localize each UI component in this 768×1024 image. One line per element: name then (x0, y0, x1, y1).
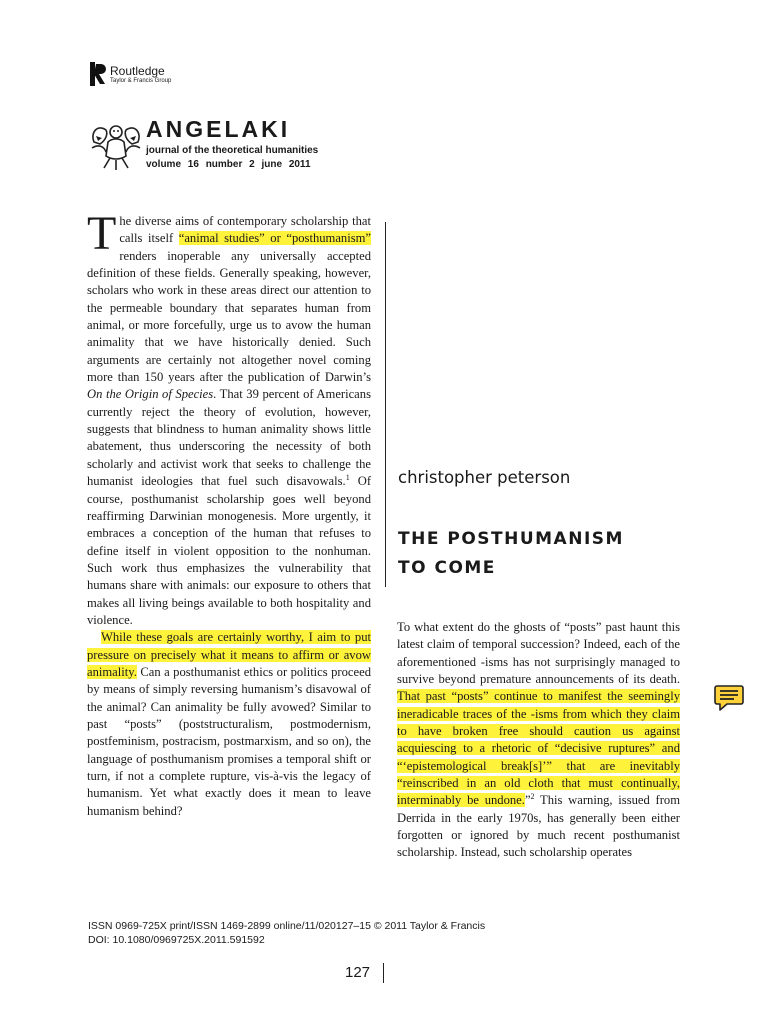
journal-title: ANGELAKI (146, 116, 291, 142)
paragraph-2 (87, 629, 371, 820)
text-run: ” (524, 793, 531, 808)
page-number: 127 (345, 964, 371, 981)
highlight[interactable]: “animal studies” or “posthumanism” (178, 231, 372, 246)
highlight[interactable]: That past “posts” continue to manifest the seemingly ineradicable traces of the -isms from which they claim to have broken free should caution us against acquiescing to a rhetoric of “decisive ruptures” and “‘epistemological break[s]’” that are inevitably “reinscribed in an old cloth that must continually, interminably be undone. (397, 689, 680, 808)
article-title-line: THE POSTHUMANISM (398, 529, 624, 549)
author-name: christopher peterson (398, 468, 571, 487)
angel-emblem-icon (88, 118, 144, 172)
page-number-rule (383, 963, 384, 983)
column-divider (385, 222, 386, 587)
book-title: On the Origin of Species (87, 387, 214, 402)
text-run: . That 39 percent of Americans currently reject the theory of evolution, however, suggests that blindness to human animality shows little abatement, thus underscoring the necessity of both scholarly and activist work that seeks to challenge the humanist ideologies that fuel such disavowals. (87, 387, 371, 489)
article-title-line: TO COME (398, 558, 496, 578)
right-column (397, 619, 680, 862)
text-run: Can a posthumanist ethics or politics proceed by means of simply reversing humanism’s disavowal of the animal? Can animality be fully avowed? Similar to past “posts” (poststructuralism, postmodernism, postfeminism, postracism, postmarxism, and so on), the language of posthumanism promises a temporal shift or turn, if not a complete rupture, vis-à-vis the legacy of humanism. Yet what exactly does it mean to leave humanism behind? (87, 664, 371, 818)
text-run: he diverse aims of contemporary scholarship that calls itself (119, 214, 371, 246)
routledge-logo-icon (90, 62, 106, 86)
publisher-subtitle: Taylor & Francis Group (110, 77, 172, 84)
left-column (87, 207, 372, 820)
paragraph-3 (397, 619, 680, 862)
comment-icon[interactable] (714, 684, 744, 712)
paragraph-1 (87, 207, 372, 629)
footnote-ref-1[interactable]: 1 (345, 472, 350, 482)
journal-subtitle: journal of the theoretical humanities (146, 145, 319, 156)
footer-doi: DOI: 10.1080/0969725X.2011.591592 (88, 934, 265, 946)
journal-issue: volume 16 number 2 june 2011 (146, 159, 311, 170)
text-run: To what extent do the ghosts of “posts” past haunt this latest claim of temporal succession? Indeed, each of the aforementioned -isms has not surprisingly managed to survive beyond premature announcements of its death. (397, 620, 680, 687)
article-title (398, 525, 624, 583)
text-run: renders inoperable any universally accepted definition of these fields. Generally speaking, however, scholars who work in these areas direct our attention to the permeable boundary that separates human from animal, or more forcefully, urge us to avow the human animality that we have historically denied. Such arguments are certainly not altogether novel coming more than 150 years after the publication of Darwin’s (87, 248, 371, 385)
drop-cap: T (87, 207, 117, 260)
publisher-name: Routledge (110, 63, 165, 78)
publisher-logo (90, 62, 171, 86)
text-run: This warning, issued from Derrida in the early 1970s, has generally been either forgotten or ignored by much recent posthumanist scholarship. Instead, such scholarship operates (397, 793, 681, 860)
highlight[interactable]: While these goals are certainly worthy, I aim to put pressure on precisely what it means to affirm or avow animality. (87, 630, 371, 679)
text-run: Of course, posthumanist scholarship goes well beyond reaffirming Darwinian monogenesis. More urgently, it embraces a conception of the human that refuses to define itself in violent opposition to the nonhuman. Such work thus emphasizes the vulnerability that humans share with animals: our exposure to others that makes all living beings available to both hospitality and violence. (87, 474, 372, 627)
footer-issn: ISSN 0969-725X print/ISSN 1469-2899 online/11/020127–15 © 2011 Taylor & Francis (88, 920, 486, 932)
footnote-ref-2[interactable]: 2 (530, 792, 535, 802)
